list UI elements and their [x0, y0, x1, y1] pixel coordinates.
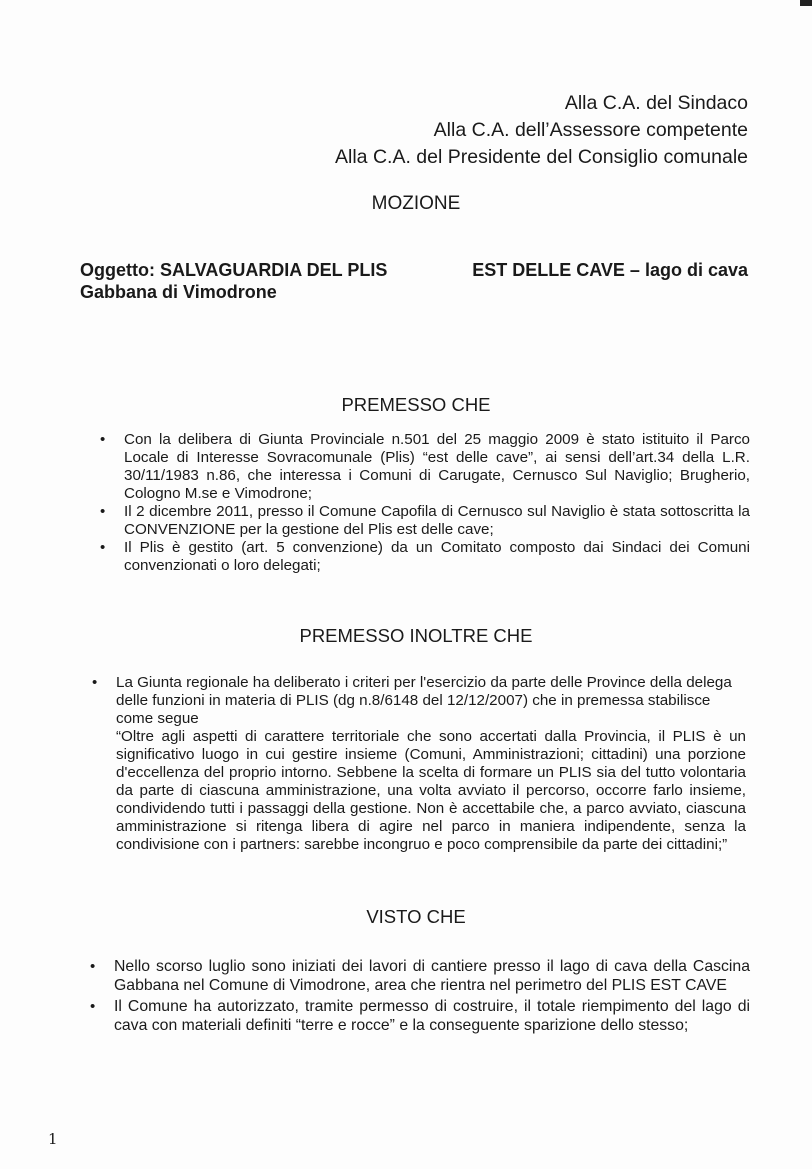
heading-premesso-inoltre: PREMESSO INOLTRE CHE — [299, 625, 533, 646]
scan-edge-mark — [800, 0, 812, 6]
page-number: 1 — [48, 1130, 58, 1148]
list-item — [100, 539, 750, 575]
document-title: MOZIONE — [371, 193, 461, 214]
list-item — [90, 957, 750, 995]
premesso-list — [100, 431, 750, 575]
subject-block — [80, 259, 748, 303]
premesso-inoltre-quote: “Oltre agli aspetti di carattere territoriale che sono accertati dalla Provincia, il PLIS è un significativo luogo in cui gestire insieme (Comuni, Amministrazioni; cittadini) una porzione d'eccellenza del proprio intorno. Sebbene la scelta di formare un PLIS sia del tutto volontaria da parte di ciascuna amministrazione, una volta avviato il percorso, occorre farlo insieme, condividendo tutti i passaggi della gestione. Non è accettabile che, a parco avviato, ciascuna amministrazione si ritenga libera di agire nel parco in maniera indipendente, senza la condivisione con i partners: sarebbe incongruo e poco comprensibile da parte dei cittadini;” — [116, 728, 746, 853]
addressee-council-president: Alla C.A. del Presidente del Consiglio comunale — [335, 146, 748, 168]
subject-line-2: Gabbana di Vimodrone — [80, 282, 277, 302]
addressee-block — [335, 90, 748, 171]
visto-item-text: Il Comune ha autorizzato, tramite permesso di costruire, il totale riempimento del lago di cava con materiali definiti “terre e rocce” e la conseguente sparizione dello stesso; — [114, 998, 750, 1034]
list-item — [100, 431, 750, 503]
subject-line-1 — [80, 259, 748, 281]
list-item — [92, 674, 746, 854]
premesso-item-text: Con la delibera di Giunta Provinciale n.501 del 25 maggio 2009 è stato istituito il Parco Locale di Interesse Sovracomunale (Plis) “est delle cave”, ai sensi dell’art.34 della L.R. 30/11/1983 n.86, che interessa i Comuni di Carugate, Cernusco Sul Naviglio; Brugherio, Cologno M.se e Vimodrone; — [124, 431, 750, 502]
visto-item-text: Nello scorso luglio sono iniziati dei lavori di cantiere presso il lago di cava della Cascina Gabbana nel Comune di Vimodrone, area che rientra nel perimetro del PLIS EST CAVE — [114, 958, 750, 994]
addressee-mayor: Alla C.A. del Sindaco — [564, 92, 748, 114]
bullet-icon: • — [90, 998, 96, 1015]
addressee-assessor: Alla C.A. dell’Assessore competente — [433, 119, 748, 141]
visto-list — [90, 957, 750, 1035]
heading-premesso: PREMESSO CHE — [341, 394, 491, 415]
subject-line-1a: Oggetto: SALVAGUARDIA DEL PLIS — [80, 260, 388, 280]
premesso-item-text: Il 2 dicembre 2011, presso il Comune Capofila di Cernusco sul Naviglio è stata sottoscritta la CONVENZIONE per la gestione del Plis est delle cave; — [124, 503, 750, 538]
list-item — [90, 997, 750, 1035]
bullet-icon: • — [90, 958, 96, 975]
subject-line-1b: EST DELLE CAVE – lago di cava — [472, 260, 748, 280]
bullet-icon: • — [100, 539, 106, 556]
bullet-icon: • — [100, 503, 106, 520]
premesso-inoltre-intro: La Giunta regionale ha deliberato i criteri per l'esercizio da parte delle Province della delega delle funzioni in materia di PLIS (dg n.8/6148 del 12/12/2007) che in premessa stabilisce come segue — [116, 674, 732, 727]
bullet-icon: • — [100, 431, 106, 448]
heading-visto: VISTO CHE — [366, 906, 466, 927]
list-item — [100, 503, 750, 539]
bullet-icon: • — [92, 674, 98, 691]
premesso-item-text: Il Plis è gestito (art. 5 convenzione) da un Comitato composto dai Sindaci dei Comuni convenzionati o loro delegati; — [124, 539, 750, 574]
premesso-inoltre-list — [92, 674, 746, 854]
